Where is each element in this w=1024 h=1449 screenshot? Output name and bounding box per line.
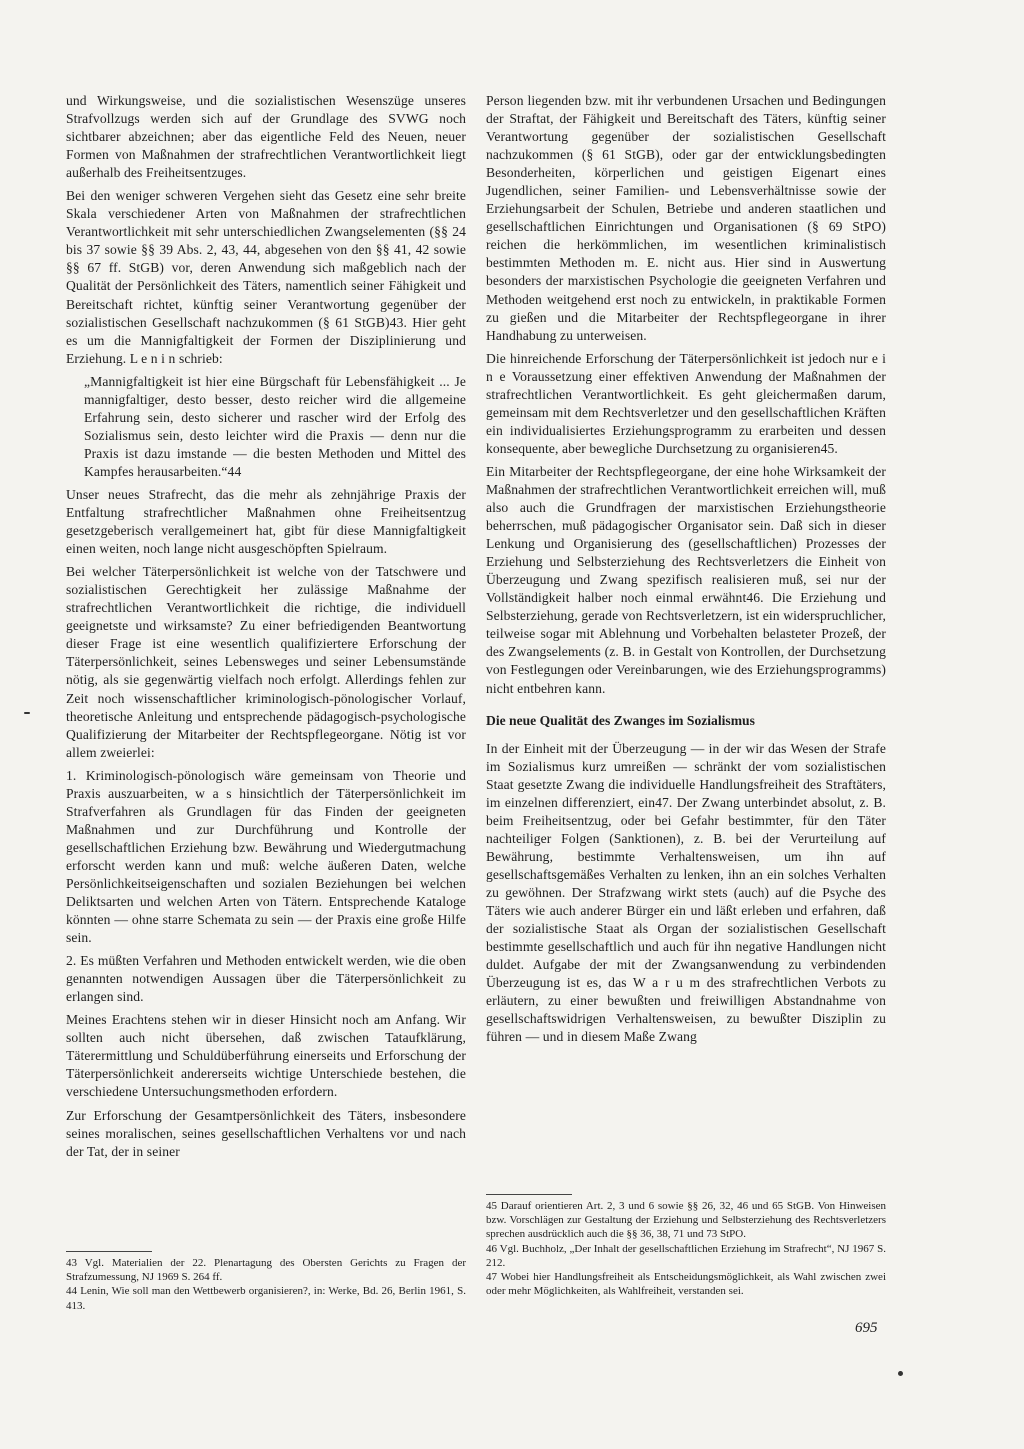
footnote: 46 Vgl. Buchholz, „Der Inhalt der gesellschaftlichen Erziehung im Strafrecht“, NJ 1967 S. 212. [486, 1242, 886, 1269]
page-number: 695 [855, 1320, 878, 1336]
body-paragraph: Bei welcher Täterpersönlichkeit ist welche von der Tatschwere und sozialistischen Gerechtigkeit her zulässige Maßnahme der strafrechtlichen Verantwortlichkeit die richtige, die individuell geeignetste und wirksamste? Zu einer befriedigenden Beantwortung dieser Frage ist eine wesentlich qualifiziertere Erforschung der Täterpersönlichkeit, seines Lebensweges und seiner Lebensumstände nötig, als sie gegenwärtig vielfach noch erfolgt. Allerdings fehlen zur Zeit noch wissenschaftlicher kriminologisch-pönologischer Vorlauf, theoretische Anleitung und entsprechende pädagogisch-psychologische Qualifizierung der Mitarbeiter der Rechtspflegeorgane. Nötig ist vor allem zweierlei: [66, 564, 466, 760]
body-paragraph: Die hinreichende Erforschung der Täterpersönlichkeit ist jedoch nur e i n e Voraussetzung einer effektiven Anwendung der Maßnahmen der strafrechtlichen Verantwortlichkeit. Es geht gleichermaßen darum, gemeinsam mit dem Rechtsverletzer und den gesellschaftlichen Kräften ein individualisiertes Erziehungsprogramm zu erarbeiten und dessen konsequente, aber bewegliche Durchsetzung zu organisieren45. [486, 350, 886, 456]
footnote-rule [66, 1251, 152, 1252]
body-paragraph: Ein Mitarbeiter der Rechtspflegeorgane, der eine hohe Wirksamkeit der Maßnahmen der strafrechtlichen Verantwortlichkeit erreichen will, muß also auch die Grundfragen der marxistischen Erziehungstheorie beherrschen, muß pädagogischer Organisator sein. Daß sich in dieser Lenkung und Organisierung des (gesellschaftlichen) Prozesses der Erziehung und Selbsterziehung des Rechtsverletzers die Einheit von Überzeugung und Zwang spezifisch realisieren muß, sei nur der Vollständigkeit halber noch einmal erwähnt46. Die Erziehung und Selbsterziehung, gerade von Rechtsverletzern, ist ein widerspruchlicher, teilweise sogar mit Ablehnung und Vorbehalten belasteter Prozeß, der des Zwangselements (z. B. in Gestalt von Kontrollen, der Durchsetzung von Festlegungen oder Vereinbarungen, wie des Erziehungsprogramms) nicht entbehren kann. [486, 463, 886, 696]
footnote-rule [486, 1194, 572, 1195]
footnotes-right [486, 1192, 886, 1298]
left-column [66, 92, 466, 1166]
body-paragraph: Bei den weniger schweren Vergehen sieht das Gesetz eine sehr breite Skala verschiedener Arten von Maßnahmen der strafrechtlichen Verantwortlichkeit mit sehr unterschiedlichen Zwangselementen (§§ 24 bis 37 sowie §§ 39 Abs. 2, 43, 44, abgesehen von den §§ 41, 42 sowie §§ 67 ff. StGB) vor, deren Anwendung sich maßgeblich nach der Qualität der Persönlichkeit des Täters, namentlich seiner Fähigkeit und Bereitschaft richtet, künftig seiner Verantwortung gegenüber der sozialistischen Gesellschaft nachzukommen (§ 61 StGB)43. Hier geht es um die Mannigfaltigkeit der Formen der Disziplinierung und Erziehung. L e n i n schrieb: [66, 188, 466, 366]
body-paragraph: Meines Erachtens stehen wir in dieser Hinsicht noch am Anfang. Wir sollten auch nicht übersehen, daß zwischen Tataufklärung, Täterermittlung und Schuldüberführung einerseits und Erforschung der Täterpersönlichkeit andererseits wichtige Unterschiede bestehen, die verschiedene Untersuchungsmethoden erfordern. [66, 1012, 466, 1100]
footnote: 47 Wobei hier Handlungsfreiheit als Entscheidungsmöglichkeit, als Wahl zwischen zwei oder mehr Möglichkeiten, als Wahlfreiheit, verstanden sei. [486, 1271, 886, 1298]
section-heading: Die neue Qualität des Zwanges im Sozialismus [486, 712, 755, 728]
body-paragraph: Unser neues Strafrecht, das die mehr als zehnjährige Praxis der Entfaltung strafrechtlicher Maßnahmen ohne Freiheitsentzug gesetzgeberisch verallgemeinert hat, gibt für diese Mannigfaltigkeit einen weiten, noch lange nicht ausgeschöpften Spielraum. [66, 486, 466, 557]
body-paragraph: In der Einheit mit der Überzeugung — in der wir das Wesen der Strafe im Sozialismus kurz umreißen — schränkt der vom sozialistischen Staat gesetzte Zwang die individuelle Handlungsfreiheit des Straftäters, im einzelnen differenziert, ein47. Der Zwang unterbindet absolut, z. B. beim Freiheitsentzug, oder bei Gefahr bestimmter, für den Täter nachteiliger Folgen (Sanktionen), z. B. bei der Verurteilung auf Bewährung, bestimmte Verhaltensweisen, um ihn auf gesellschaftsgemäßes Verhalten zu lenken, ihn an ein solches Verhalten zu gewöhnen. Der Strafzwang wirkt stets (auch) auf die Psyche des Täters wie auch anderer Bürger ein und läßt erleben und erfahren, daß der sozialistische Staat als Organ der sozialistischen Gesellschaft bestimmte gesellschaftlich und auch für ihn negative Handlungen nicht duldet. Aufgabe der mit der Zwangsanwendung zu verbindenden Überzeugung ist es, das W a r u m des strafrechtlichen Verbots zu erläutern, zu einer bewußten und freiwilligen Abstandnahme von gesellschaftswidrigen Verhaltensweisen, zu bewußter Disziplin zu führen — und in diesem Maße Zwang [486, 740, 886, 1045]
body-paragraph: Person liegenden bzw. mit ihr verbundenen Ursachen und Bedingungen der Straftat, der Fähigkeit und Bereitschaft des Täters, künftig seiner Verantwortung gegenüber der sozialistischen Gesellschaft nachzukommen (§ 61 StGB), oder gar der entwicklungsbedingten Besonderheiten, körperlichen und geistigen Eigenart eines Jugendlichen, seiner Familien- und Lebensverhältnisse sowie der Erziehungsarbeit der Schulen, Betriebe und anderen staatlichen und gesellschaftlichen Einrichtungen und Organisationen (§ 69 StPO) reichen die herkömmlichen, im wesentlichen kriminalistisch bestimmten Methoden m. E. nicht aus. Hier sind in Auswertung besonders der marxistischen Psychologie die geeigneten Verfahren und Methoden weitgehend erst noch zu entwickeln, in praktikable Formen zu gießen und die Mitarbeiter der Rechtspflegeorgane in ihrer Handhabung zu unterweisen. [486, 93, 886, 343]
footnote: 44 Lenin, Wie soll man den Wettbewerb organisieren?, in: Werke, Bd. 26, Berlin 1961, S. 413. [66, 1285, 466, 1312]
scan-speck [898, 1371, 903, 1376]
scan-speck [24, 712, 30, 714]
footnote: 45 Darauf orientieren Art. 2, 3 und 6 sowie §§ 26, 32, 46 und 65 StGB. Von Hinweisen bzw. Vorschlägen zur Gestaltung der Erziehung und Selbsterziehung des Rechtsverletzers sprechen ausdrücklich auch die §§ 36, 38, 71 und 73 StPO. [486, 1200, 886, 1241]
block-quote: „Mannigfaltigkeit ist hier eine Bürgschaft für Lebensfähigkeit ... Je mannigfaltiger, desto besser, desto reicher wird die allgemeine Erfahrung sein, desto sicherer und rascher wird der Erfolg des Sozialismus sein, desto leichter wird die Praxis — denn nur die Praxis ist dazu imstande — die besten Methoden und Mittel des Kampfes herausarbeiten.“44 [84, 373, 466, 479]
right-column [486, 92, 886, 1051]
numbered-paragraph: 1. Kriminologisch-pönologisch wäre gemeinsam von Theorie und Praxis auszuarbeiten, w a s hinsichtlich der Täterpersönlichkeit im Strafverfahren als Grundlagen für das Finden der geeigneten Maßnahmen und zur Durchführung und Kontrolle der gesellschaftlichen Erziehung bzw. Bewährung und Wiedergutmachung erforscht werden kann und muß: welche äußeren Daten, welche Persönlichkeitseigenschaften und sozialen Beziehungen bei welchen Deliktsarten und welchen Arten von Tätern. Entsprechende Kataloge könnten — ohne starre Schemata zu sein — der Praxis eine große Hilfe sein. [66, 767, 466, 946]
footnote: 43 Vgl. Materialien der 22. Plenartagung des Obersten Gerichts zu Fragen der Strafzumessung, NJ 1969 S. 264 ff. [66, 1257, 466, 1284]
body-paragraph: und Wirkungsweise, und die sozialistischen Wesenszüge unseres Strafvollzugs werden sich auf der Grundlage des SVWG noch sichtbarer abzeichnen; aber das eigentliche Feld des Neuen, neuer Formen von Maßnahmen der strafrechtlichen Verantwortlichkeit liegt außerhalb des Freiheitsentzuges. [66, 93, 466, 181]
footnotes-left [66, 1249, 466, 1313]
numbered-paragraph: 2. Es müßten Verfahren und Methoden entwickelt werden, wie die oben genannten notwendigen Aussagen über die Täterpersönlichkeit zu erlangen sind. [66, 953, 466, 1005]
body-paragraph: Zur Erforschung der Gesamtpersönlichkeit des Täters, insbesondere seines moralischen, seines gesellschaftlichen Verhaltens vor und nach der Tat, der in seiner [66, 1107, 466, 1159]
